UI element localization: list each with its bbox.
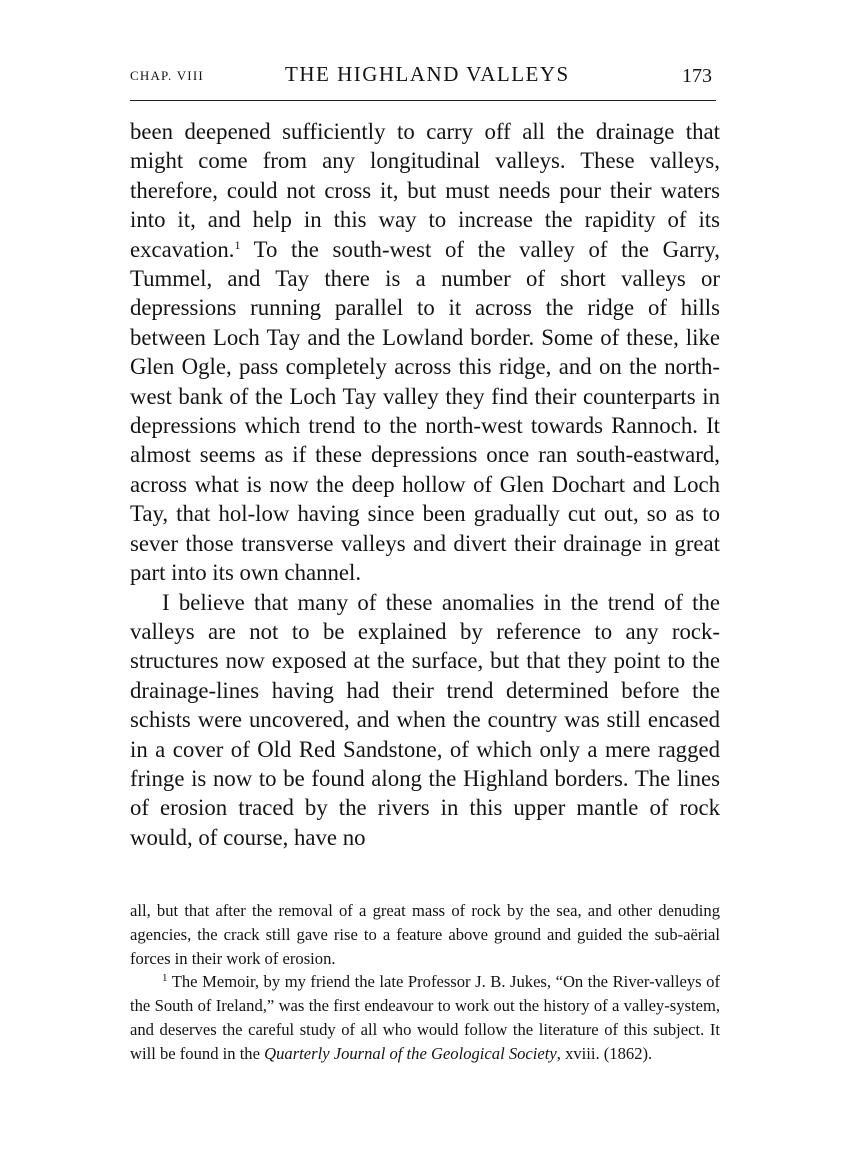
main-text xyxy=(130,117,720,852)
footnotes xyxy=(130,899,720,1066)
running-title: THE HIGHLAND VALLEYS xyxy=(285,62,570,86)
paragraph-1-text-b: To the south-west of the valley of the Garry, Tummel, and Tay there is a number of short valleys or depressions running parallel to it across the ridge of hills between Loch Tay and the Lowland border. Some of these, like Glen Ogle, pass completely across this ridge, and on the north-west bank of the Loch Tay valley they find their counterparts in depressions which trend to the north-west towards Rannoch. It almost seems as if these depressions once ran south-eastward, across what is now the deep hollow of Glen Dochart and Loch Tay, that hol-low having since been gradually cut out, so as to sever those transverse valleys and divert their drainage in great part into its own channel. xyxy=(130,236,720,586)
footnote-1 xyxy=(130,970,720,1065)
running-head xyxy=(130,62,720,92)
footnote-reference: 1 xyxy=(234,237,241,252)
footnote-1-journal: Quarterly Journal of the Geological Society xyxy=(264,1043,557,1063)
footnote-1-tail: , xviii. (1862). xyxy=(556,1043,653,1063)
header-rule xyxy=(130,100,716,101)
footnote-continuation: all, but that after the removal of a great mass of rock by the sea, and other denuding agencies, the crack still gave rise to a feature above ground and guided the sub-aërial forces in their work of erosion. xyxy=(130,901,720,968)
book-page xyxy=(130,0,720,1150)
paragraph-1 xyxy=(130,117,720,588)
paragraph-1-text-a: been deepened sufficiently to carry off all the drainage that might come from any longitudinal valleys. These valleys, therefore, could not cross it, but must needs pour their waters into it, and help in this way to increase the rapidity of its excavation. xyxy=(130,119,720,262)
footnote-1-marker: 1 xyxy=(162,972,168,985)
footnote-1-text: The Memoir, by my friend the late Professor J. B. Jukes, “On the River-valleys of the South of Ireland,” was the first endeavour to work out the history of a valley-system, and deserves the careful study of all who would follow the literature of this subject. It will be found in the xyxy=(130,972,720,1063)
page-number: 173 xyxy=(682,65,712,87)
paragraph-2: I believe that many of these anomalies in the trend of the valleys are not to be explained by reference to any rock-structures now exposed at the surface, but that they point to the drainage-lines having had their trend determined before the schists were uncovered, and when the country was still encased in a cover of Old Red Sandstone, of which only a mere ragged fringe is now to be found along the Highland borders. The lines of erosion traced by the rivers in this upper mantle of rock would, of course, have no xyxy=(130,589,720,850)
chapter-label: CHAP. VIII xyxy=(130,68,204,83)
